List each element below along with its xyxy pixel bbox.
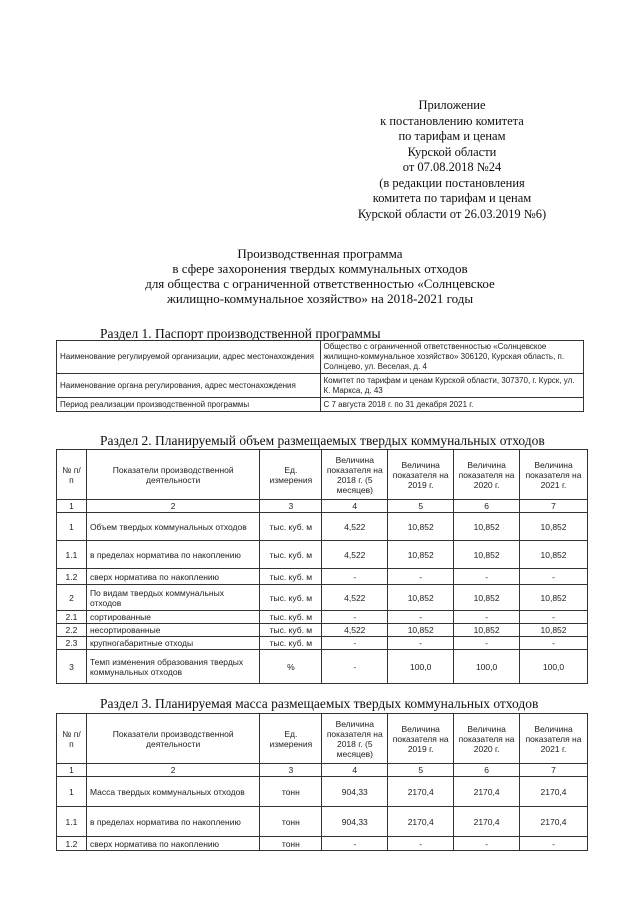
indicator-name: Объем твердых коммунальных отходов (86, 513, 259, 541)
title-line: Производственная программа (237, 246, 403, 261)
value-2020: 100,0 (454, 650, 520, 684)
row-number: 1.2 (57, 837, 87, 851)
header-cell: Величина показателя на 2020 г. (454, 714, 520, 764)
column-number: 5 (388, 764, 454, 777)
unit: тыс. куб. м (260, 569, 322, 585)
column-number-row (57, 500, 588, 513)
value-2021: - (520, 569, 588, 585)
value-2018: - (322, 650, 388, 684)
value-2019: 10,852 (388, 624, 454, 637)
header-cell: № п/п (57, 714, 87, 764)
value-2018: - (322, 611, 388, 624)
table-row (57, 807, 588, 837)
indicator-name: сверх норматива по накоплению (86, 837, 259, 851)
value-2021: 100,0 (520, 650, 588, 684)
section2-title: Раздел 2. Планируемый объем размещаемых твердых коммунальных отходов (100, 433, 545, 448)
column-number: 3 (260, 764, 322, 777)
indicator-name: сверх норматива по накоплению (86, 569, 259, 585)
value-2018: - (322, 569, 388, 585)
title-line: жилищно-коммунальное хозяйство» на 2018-2021 годы (166, 291, 474, 306)
header-cell: Величина показателя на 2018 г. (5 месяцев) (322, 450, 388, 500)
header-cell: Величина показателя на 2020 г. (454, 450, 520, 500)
value-2020: - (454, 837, 520, 851)
header-cell: Величина показателя на 2021 г. (520, 714, 588, 764)
table-cell: Общество с ограниченной ответственностью «Солнцевское жилищно-коммунальное хозяйство» 306120, Курская область, п. Солнцево, ул. Веселая, д. 4 (320, 341, 584, 374)
value-2019: - (388, 637, 454, 650)
column-number-row (57, 764, 588, 777)
value-2020: 10,852 (454, 624, 520, 637)
table-row (57, 650, 588, 684)
unit: % (260, 650, 322, 684)
unit: тонн (260, 837, 322, 851)
header-cell: Ед. измерения (260, 714, 322, 764)
table-row (57, 513, 588, 541)
header-cell: Величина показателя на 2019 г. (388, 450, 454, 500)
column-number: 5 (388, 500, 454, 513)
document-title (90, 246, 550, 306)
table-row (57, 374, 584, 398)
header-cell: Величина показателя на 2019 г. (388, 714, 454, 764)
header-line: Курской области (407, 144, 497, 159)
column-number: 3 (260, 500, 322, 513)
mass-table (56, 713, 588, 851)
indicator-name: несортированные (86, 624, 259, 637)
value-2019: - (388, 837, 454, 851)
header-cell: Показатели производственной деятельности (86, 714, 259, 764)
row-number: 2.1 (57, 611, 87, 624)
unit: тыс. куб. м (260, 637, 322, 650)
unit: тыс. куб. м (260, 541, 322, 569)
header-line: к постановлению комитета (380, 113, 524, 128)
table-cell: Наименование органа регулирования, адрес местонахождения (57, 374, 321, 398)
value-2020: 2170,4 (454, 777, 520, 807)
value-2018: - (322, 637, 388, 650)
table-cell: С 7 августа 2018 г. по 31 декабря 2021 г. (320, 398, 584, 412)
value-2021: 10,852 (520, 585, 588, 611)
column-number: 4 (322, 500, 388, 513)
row-number: 2 (57, 585, 87, 611)
value-2018: 4,522 (322, 585, 388, 611)
value-2019: 10,852 (388, 541, 454, 569)
header-cell: № п/п (57, 450, 87, 500)
header-line: от 07.08.2018 №24 (402, 160, 502, 174)
appendix-header (322, 98, 582, 222)
title-line: для общества с ограниченной ответственностью «Солнцевское (145, 276, 495, 291)
value-2020: 2170,4 (454, 807, 520, 837)
value-2021: 10,852 (520, 541, 588, 569)
value-2019: 2170,4 (388, 807, 454, 837)
header-line: Курской области от 26.03.2019 №6) (357, 206, 547, 221)
value-2021: 2170,4 (520, 807, 588, 837)
value-2019: 10,852 (388, 513, 454, 541)
indicator-name: Масса твердых коммунальных отходов (86, 777, 259, 807)
indicator-name: в пределах норматива по накоплению (86, 807, 259, 837)
value-2021: 10,852 (520, 624, 588, 637)
value-2019: - (388, 569, 454, 585)
value-2021: - (520, 837, 588, 851)
column-number: 6 (454, 764, 520, 777)
unit: тыс. куб. м (260, 585, 322, 611)
table-cell: Период реализации производственной программы (57, 398, 321, 412)
value-2018: - (322, 837, 388, 851)
value-2020: - (454, 611, 520, 624)
value-2019: 100,0 (388, 650, 454, 684)
section1-title: Раздел 1. Паспорт производственной программы (100, 326, 381, 341)
title-line: в сфере захоронения твердых коммунальных отходов (172, 261, 468, 276)
column-number: 6 (454, 500, 520, 513)
volume-table (56, 449, 588, 684)
header-line: по тарифам и ценам (398, 129, 506, 143)
table-header-row (57, 714, 588, 764)
row-number: 2.2 (57, 624, 87, 637)
table-row (57, 341, 584, 374)
table-cell: Комитет по тарифам и ценам Курской области, 307370, г. Курск, ул. К. Маркса, д. 43 (320, 374, 584, 398)
value-2020: - (454, 637, 520, 650)
row-number: 1 (57, 513, 87, 541)
value-2018: 4,522 (322, 513, 388, 541)
unit: тыс. куб. м (260, 624, 322, 637)
header-cell: Показатели производственной деятельности (86, 450, 259, 500)
column-number: 2 (86, 764, 259, 777)
value-2020: 10,852 (454, 513, 520, 541)
column-number: 7 (520, 764, 588, 777)
value-2019: 2170,4 (388, 777, 454, 807)
passport-table (56, 340, 584, 412)
column-number: 1 (57, 500, 87, 513)
row-number: 1.1 (57, 541, 87, 569)
value-2020: 10,852 (454, 541, 520, 569)
value-2021: - (520, 637, 588, 650)
value-2018: 904,33 (322, 777, 388, 807)
header-line: Приложение (418, 98, 486, 112)
header-cell: Величина показателя на 2018 г. (5 месяцев) (322, 714, 388, 764)
table-row (57, 624, 588, 637)
value-2018: 904,33 (322, 807, 388, 837)
table-header-row (57, 450, 588, 500)
value-2019: 10,852 (388, 585, 454, 611)
column-number: 7 (520, 500, 588, 513)
row-number: 2.3 (57, 637, 87, 650)
header-line: комитета по тарифам и ценам (372, 191, 532, 205)
indicator-name: в пределах норматива по накоплению (86, 541, 259, 569)
table-row (57, 398, 584, 412)
section3-title: Раздел 3. Планируемая масса размещаемых твердых коммунальных отходов (100, 696, 539, 711)
column-number: 4 (322, 764, 388, 777)
value-2019: - (388, 611, 454, 624)
value-2021: 10,852 (520, 513, 588, 541)
table-row (57, 541, 588, 569)
column-number: 1 (57, 764, 87, 777)
column-number: 2 (86, 500, 259, 513)
value-2018: 4,522 (322, 624, 388, 637)
header-line: (в редакции постановления (379, 175, 525, 190)
value-2021: 2170,4 (520, 777, 588, 807)
row-number: 1.1 (57, 807, 87, 837)
table-row (57, 569, 588, 585)
table-row (57, 777, 588, 807)
row-number: 3 (57, 650, 87, 684)
indicator-name: Темп изменения образования твердых коммунальных отходов (86, 650, 259, 684)
table-row (57, 637, 588, 650)
row-number: 1 (57, 777, 87, 807)
table-cell: Наименование регулируемой организации, адрес местонахождения (57, 341, 321, 374)
table-row (57, 837, 588, 851)
indicator-name: крупногабаритные отходы (86, 637, 259, 650)
unit: тыс. куб. м (260, 513, 322, 541)
value-2018: 4,522 (322, 541, 388, 569)
unit: тонн (260, 777, 322, 807)
indicator-name: сортированные (86, 611, 259, 624)
table-row (57, 585, 588, 611)
value-2020: - (454, 569, 520, 585)
unit: тонн (260, 807, 322, 837)
unit: тыс. куб. м (260, 611, 322, 624)
value-2020: 10,852 (454, 585, 520, 611)
table-row (57, 611, 588, 624)
header-cell: Величина показателя на 2021 г. (520, 450, 588, 500)
indicator-name: По видам твердых коммунальных отходов (86, 585, 259, 611)
value-2021: - (520, 611, 588, 624)
row-number: 1.2 (57, 569, 87, 585)
header-cell: Ед. измерения (260, 450, 322, 500)
